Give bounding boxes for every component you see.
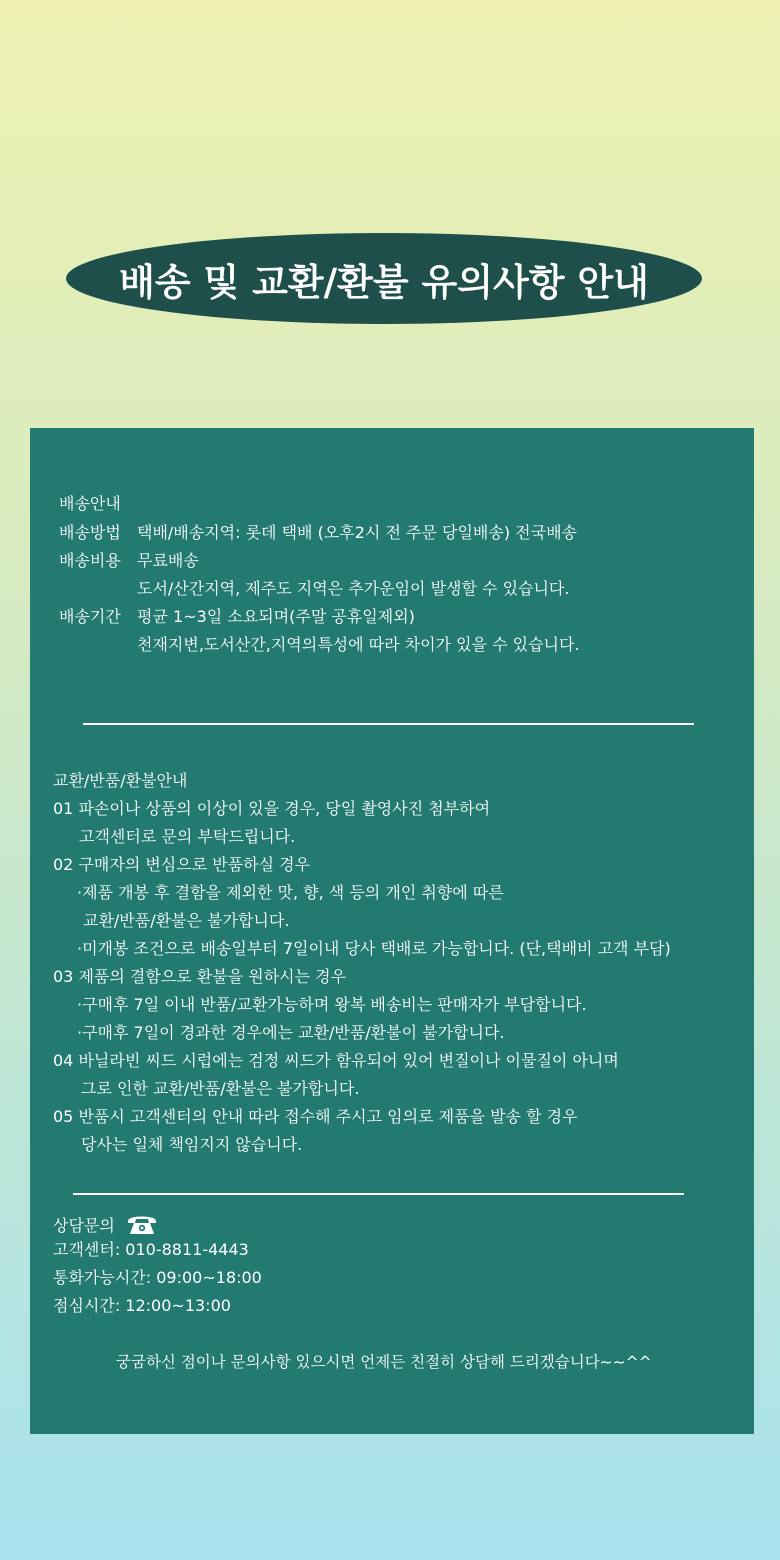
contact-heading-row (53, 1212, 158, 1241)
exchange-line: 02 구매자의 변심으로 반품하실 경우 (53, 855, 311, 874)
section-divider (73, 1193, 684, 1195)
exchange-line: ·구매후 7일이 경과한 경우에는 교환/반품/환불이 불가합니다. (77, 1023, 505, 1042)
page-title: 배송 및 교환/환불 유의사항 안내 (119, 260, 649, 304)
exchange-line: 그로 인한 교환/반품/환불은 불가합니다. (81, 1079, 360, 1098)
exchange-line: 03 제품의 결함으로 환불을 원하시는 경우 (53, 967, 347, 986)
exchange-line: ·제품 개봉 후 결함을 제외한 맛, 향, 색 등의 개인 취향에 따른 (77, 883, 504, 902)
contact-heading: 상담문의 (53, 1216, 115, 1235)
shipping-cost-note: 도서/산간지역, 제주도 지역은 추가운임이 발생할 수 있습니다. (137, 579, 570, 598)
shipping-cost-value: 무료배송 (137, 551, 199, 570)
phone-icon (126, 1212, 158, 1241)
exchange-heading: 교환/반품/환불안내 (53, 771, 188, 790)
shipping-method-label: 배송방법 (59, 523, 121, 542)
exchange-line: ·미개봉 조건으로 배송일부터 7일이내 당사 택배로 가능합니다. (단,택배비 고객 부담) (77, 939, 671, 958)
exchange-line: 당사는 일체 책임지지 않습니다. (81, 1135, 303, 1154)
exchange-line: 05 반품시 고객센터의 안내 따라 접수해 주시고 임의로 제품을 발송 할 경우 (53, 1107, 578, 1126)
contact-hours: 통화가능시간: 09:00~18:00 (53, 1268, 262, 1287)
shipping-cost-label: 배송비용 (59, 551, 121, 570)
shipping-method-value: 택배/배송지역: 롯데 택배 (오후2시 전 주문 당일배송) 전국배송 (137, 523, 577, 542)
contact-lunch: 점심시간: 12:00~13:00 (53, 1296, 231, 1315)
exchange-line: 교환/반품/환불은 불가합니다. (83, 911, 290, 930)
section-divider (83, 723, 694, 725)
shipping-period-label: 배송기간 (59, 607, 121, 626)
exchange-line: ·구매후 7일 이내 반품/교환가능하며 왕복 배송비는 판매자가 부담합니다. (77, 995, 587, 1014)
exchange-line: 고객센터로 문의 부탁드립니다. (79, 827, 296, 846)
shipping-period-note: 천재지변,도서산간,지역의특성에 따라 차이가 있을 수 있습니다. (137, 635, 580, 654)
shipping-period-value: 평균 1~3일 소요되며(주말 공휴일제외) (137, 607, 415, 626)
exchange-line: 01 파손이나 상품의 이상이 있을 경우, 당일 촬영사진 첨부하여 (53, 799, 491, 818)
shipping-heading: 배송안내 (59, 494, 121, 513)
notice-panel (30, 428, 754, 1434)
closing-message: 궁굼하신 점이나 문의사항 있으시면 언제든 친절히 상담해 드리겠습니다~~^^ (116, 1353, 652, 1371)
exchange-line: 04 바닐라빈 씨드 시럽에는 검정 씨드가 함유되어 있어 변질이나 이물질이 아니며 (53, 1051, 619, 1070)
contact-phone: 고객센터: 010-8811-4443 (53, 1240, 249, 1259)
title-banner (66, 233, 702, 324)
